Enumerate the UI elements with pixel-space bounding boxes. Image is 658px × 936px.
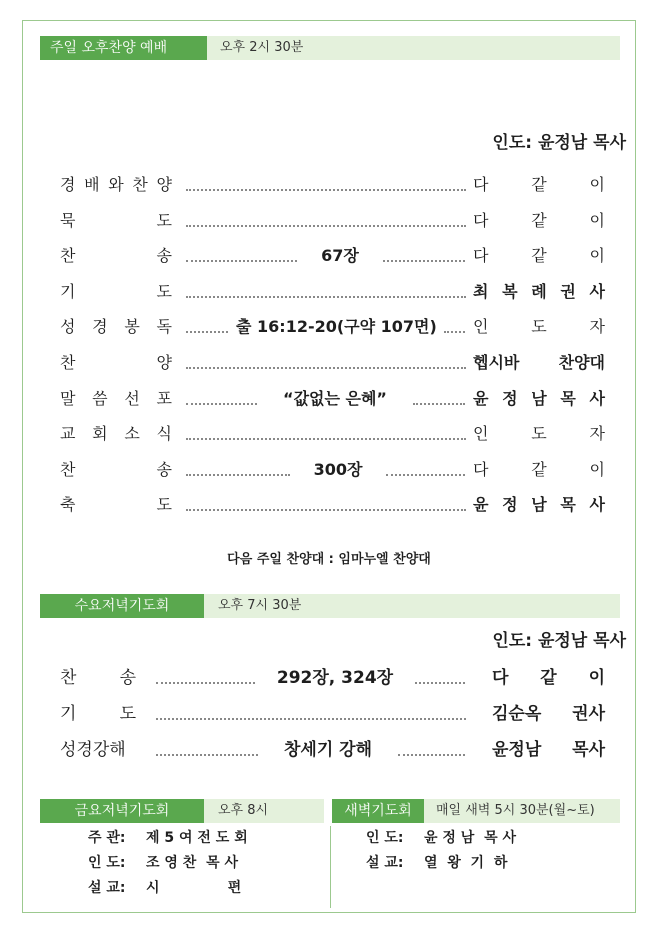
order-label-char: 독 (156, 317, 172, 337)
order-person-part: 복 (502, 281, 518, 301)
order-label (60, 701, 136, 727)
order-label (60, 172, 172, 198)
sunday-order-row (60, 208, 605, 234)
order-person-part: 남 (531, 388, 547, 408)
sunday-order-row (60, 386, 605, 412)
dawn-time: 매일 새벽 5시 30분(월~토) (436, 803, 595, 818)
order-person-part: 정 (502, 495, 518, 515)
order-person-part: 이 (589, 246, 605, 266)
detail-key: 인 도: (88, 855, 126, 871)
detail-line (88, 876, 241, 900)
sunday-banner (40, 36, 620, 60)
order-label-char: 찬 (60, 353, 76, 372)
order-label-char: 축 (60, 495, 76, 515)
order-label-char: 찬 (132, 175, 148, 194)
detail-value: 시 편 (146, 880, 242, 896)
wednesday-banner (40, 594, 620, 618)
dot-leader (186, 403, 257, 405)
sunday-leader: 인도: 윤정남 목사 (492, 133, 626, 153)
order-person-part: 같 (531, 210, 547, 230)
order-person-part: 이 (589, 175, 605, 194)
dot-leader (186, 367, 466, 369)
detail-key: 설 교: (88, 880, 126, 896)
wednesday-order-row (60, 701, 605, 727)
order-person-part: 이 (589, 459, 605, 479)
order-person-part: 사 (589, 281, 605, 301)
order-person (473, 279, 605, 305)
order-content: 292장, 324장 (276, 668, 394, 688)
dot-leader (156, 682, 255, 684)
order-content: 300장 (313, 459, 363, 479)
order-person-part: 같 (531, 246, 547, 266)
order-label (60, 208, 172, 234)
order-label-char: 성경강해 (60, 740, 126, 760)
order-label (60, 421, 172, 447)
order-label-char: 송 (156, 459, 172, 479)
order-label-char: 송 (156, 246, 172, 266)
order-person-part: 다 (473, 459, 489, 479)
sunday-order-row (60, 314, 605, 340)
order-person-part: 윤 (473, 495, 489, 515)
order-label (60, 350, 172, 376)
sunday-order-row (60, 279, 605, 305)
order-person-part: 정 (502, 388, 518, 408)
order-person (473, 350, 605, 376)
order-person-part: 같 (531, 459, 547, 479)
sunday-title: 주일 오후찬양 예배 (40, 36, 207, 60)
order-person-part: 인 (473, 424, 489, 444)
order-label-char: 말 (60, 388, 76, 408)
order-person-part: 자 (589, 317, 605, 337)
detail-line (88, 826, 248, 850)
detail-line (366, 826, 516, 850)
order-person-part: 사 (589, 388, 605, 408)
order-label-char: 도 (119, 704, 136, 724)
dot-leader (186, 438, 466, 440)
sunday-order-row (60, 492, 605, 518)
order-person-part: 찬양대 (558, 353, 605, 372)
order-person (473, 243, 605, 269)
dot-leader (186, 296, 466, 298)
order-label-char: 찬 (60, 668, 77, 688)
dot-leader (398, 754, 465, 756)
wednesday-order-row (60, 737, 605, 763)
order-label (60, 279, 172, 305)
detail-key: 설 교: (366, 855, 404, 871)
detail-value: 열 왕 기 하 (424, 855, 508, 871)
order-label (60, 665, 136, 691)
order-person-part: 인 (473, 317, 489, 337)
order-person-part: 김순옥 (492, 704, 542, 724)
order-person-part: 목사 (572, 740, 605, 760)
order-person-part: 최 (473, 281, 489, 301)
dot-leader (186, 225, 466, 227)
sunday-order-row (60, 350, 605, 376)
order-person-part: 다 (492, 668, 509, 688)
dot-leader (413, 403, 465, 405)
dawn-title: 새벽기도회 (332, 799, 424, 823)
order-label-char: 기 (60, 281, 76, 301)
order-person-part: 목 (560, 495, 576, 515)
order-label-char: 배 (84, 175, 100, 194)
sunday-order-row (60, 243, 605, 269)
order-person (492, 665, 605, 691)
order-person (492, 701, 605, 727)
order-person-part: 사 (589, 495, 605, 515)
dot-leader (386, 474, 465, 476)
order-content: “값없는 은혜” (283, 388, 387, 408)
order-person (473, 457, 605, 483)
order-label-char: 경 (60, 175, 76, 194)
sunday-order-row (60, 172, 605, 198)
order-person (473, 421, 605, 447)
detail-key: 인 도: (366, 830, 404, 846)
order-person (492, 737, 605, 763)
order-label-char: 양 (156, 353, 172, 372)
order-label-char: 성 (60, 317, 76, 337)
dot-leader (415, 682, 465, 684)
dot-leader (186, 474, 290, 476)
order-person-part: 이 (588, 668, 605, 688)
dot-leader (383, 260, 465, 262)
order-label-char: 포 (156, 388, 172, 408)
next-choir-note: 다음 주일 찬양대 : 임마누엘 찬양대 (227, 552, 431, 567)
detail-value: 윤 정 남 목 사 (424, 830, 516, 846)
dawn-banner (332, 799, 620, 823)
order-label (60, 243, 172, 269)
order-person-part: 도 (531, 424, 547, 444)
order-label-char: 식 (156, 424, 172, 444)
order-label (60, 314, 172, 340)
order-person-part: 례 (531, 281, 547, 301)
order-label-char: 와 (108, 175, 124, 194)
order-person (473, 208, 605, 234)
dot-leader (186, 189, 466, 191)
dot-leader (186, 260, 297, 262)
order-label-char: 씀 (92, 388, 108, 408)
wednesday-time: 오후 7시 30분 (218, 598, 302, 613)
dot-leader (186, 331, 228, 333)
order-label-char: 회 (92, 424, 108, 444)
order-label-char: 찬 (60, 459, 76, 479)
order-label-char: 봉 (124, 317, 140, 337)
order-person-part: 윤 (473, 388, 489, 408)
order-person (473, 172, 605, 198)
order-label-char: 경 (92, 317, 108, 337)
order-label (60, 386, 172, 412)
dot-leader (186, 509, 466, 511)
wednesday-leader: 인도: 윤정남 목사 (492, 631, 626, 651)
order-content: 출 16:12-20(구약 107면) (236, 317, 437, 337)
friday-title: 금요저녁기도회 (40, 799, 204, 823)
dot-leader (156, 754, 258, 756)
sunday-order-row (60, 457, 605, 483)
order-content: 창세기 강해 (283, 740, 373, 760)
order-person (473, 386, 605, 412)
wednesday-title: 수요저녁기도회 (40, 594, 204, 618)
sunday-time: 오후 2시 30분 (220, 40, 304, 55)
order-label-char: 묵 (60, 210, 76, 230)
order-label-char: 도 (156, 210, 172, 230)
order-label-char: 소 (124, 424, 140, 444)
friday-banner (40, 799, 324, 823)
order-label-char: 도 (156, 495, 172, 515)
detail-line (88, 851, 238, 875)
order-person-part: 남 (531, 495, 547, 515)
order-person-part: 이 (589, 210, 605, 230)
order-person-part: 권 (560, 281, 576, 301)
friday-time: 오후 8시 (218, 803, 269, 818)
order-content: 67장 (321, 246, 359, 266)
order-label (60, 737, 136, 763)
sunday-order-row (60, 421, 605, 447)
order-person-part: 다 (473, 210, 489, 230)
wednesday-order-row (60, 665, 605, 691)
order-person-part: 헵시바 (473, 353, 520, 372)
order-person-part: 다 (473, 175, 489, 194)
order-person (473, 314, 605, 340)
order-label-char: 기 (60, 704, 77, 724)
order-label (60, 457, 172, 483)
order-person-part: 권사 (572, 704, 605, 724)
order-person-part: 목 (560, 388, 576, 408)
order-person-part: 같 (540, 668, 557, 688)
order-label-char: 찬 (60, 246, 76, 266)
order-person-part: 윤정남 (492, 740, 542, 760)
order-label-char: 도 (156, 281, 172, 301)
order-label-char: 교 (60, 424, 76, 444)
column-divider (330, 826, 331, 908)
order-person-part: 도 (531, 317, 547, 337)
order-person-part: 자 (589, 424, 605, 444)
order-label-char: 선 (124, 388, 140, 408)
order-person-part: 같 (531, 175, 547, 194)
dot-leader (156, 718, 466, 720)
order-label-char: 송 (119, 668, 136, 688)
dot-leader (444, 331, 465, 333)
order-person (473, 492, 605, 518)
order-label (60, 492, 172, 518)
order-person-part: 다 (473, 246, 489, 266)
detail-key: 주 관: (88, 830, 126, 846)
order-label-char: 양 (156, 175, 172, 194)
detail-value: 조 영 찬 목 사 (146, 855, 238, 871)
detail-line (366, 851, 507, 875)
detail-value: 제 5 여 전 도 회 (146, 830, 248, 846)
